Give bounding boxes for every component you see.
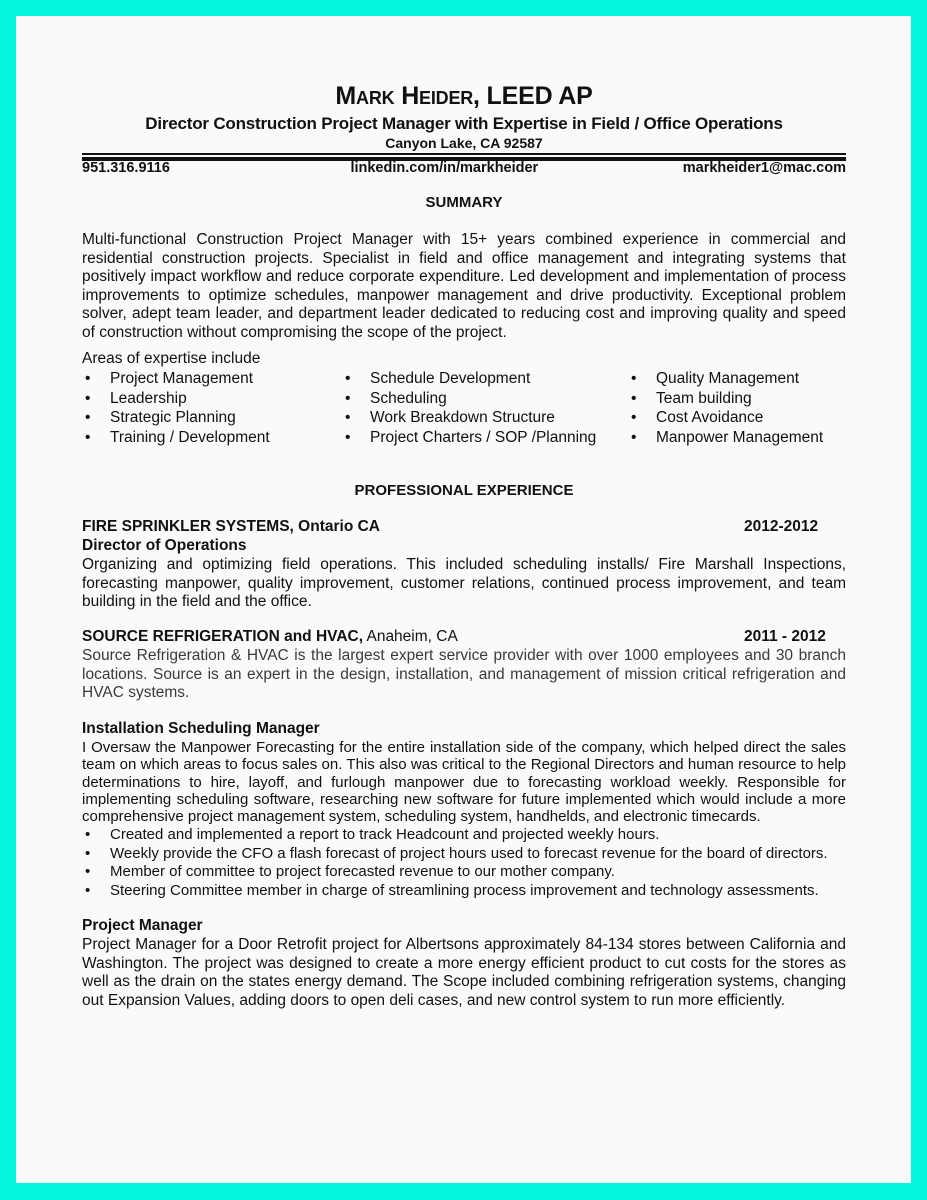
- achievement-item: • Created and implemented a report to track Headcount and projected weekly hours.: [85, 826, 660, 843]
- bullet-icon: •: [85, 844, 91, 862]
- role-description: I Oversaw the Manpower Forecasting for the entire installation side of the company, which helped direct the sales team on which areas to focus sales on. This also was critical to the Regional Directors and human resource to help determinations to hire, layoff, and furlough manpower due to forecasting workload weekly. Responsible for implementing scheduling software, researching new software for future implemented which would include a more comprehensive project management system, scheduling system, handhelds, and electronic timecards.: [82, 739, 846, 826]
- expertise-column-2: [342, 369, 596, 447]
- achievement-item: • Steering Committee member in charge of streamlining process improvement and technology assessments.: [85, 881, 819, 899]
- bullet-icon: •: [345, 370, 351, 387]
- bullet-icon: •: [85, 409, 91, 426]
- expertise-item: • Cost Avoidance: [631, 409, 764, 426]
- expertise-item: • Quality Management: [631, 370, 800, 387]
- resume-page: [16, 16, 911, 1183]
- candidate-headline: Director Construction Project Manager with Expertise in Field / Office Operations: [145, 114, 783, 133]
- header-divider: [82, 153, 846, 160]
- job-company-line: [82, 518, 846, 536]
- expertise-item: • Training / Development: [85, 428, 270, 446]
- bullet-icon: •: [631, 370, 637, 387]
- bullet-icon: •: [85, 370, 91, 387]
- expertise-column-3: [628, 369, 823, 447]
- candidate-location: Canyon Lake, CA 92587: [385, 135, 543, 151]
- company-location: Anaheim, CA: [363, 628, 458, 645]
- job-role-title: Project Manager: [82, 917, 203, 934]
- bullet-icon: •: [85, 389, 91, 407]
- bullet-icon: •: [631, 389, 637, 407]
- bullet-icon: •: [345, 409, 351, 426]
- job-role-title: Installation Scheduling Manager: [82, 720, 320, 737]
- bullet-icon: •: [85, 863, 91, 880]
- contact-row: [82, 160, 846, 176]
- bullet-icon: •: [85, 428, 91, 446]
- company-name: SOURCE REFRIGERATION and HVAC,: [82, 628, 364, 645]
- company-name: FIRE SPRINKLER SYSTEMS,: [82, 518, 294, 535]
- bullet-icon: •: [631, 409, 637, 426]
- divider-thin-line: [82, 153, 846, 155]
- expertise-item: • Leadership: [85, 389, 187, 407]
- expertise-label: Areas of expertise include: [82, 350, 261, 367]
- expertise-item: • Project Charters / SOP /Planning: [345, 428, 597, 446]
- expertise-item: • Work Breakdown Structure: [345, 409, 555, 426]
- job-company-line: [82, 628, 846, 646]
- expertise-item: • Manpower Management: [631, 428, 824, 446]
- role-achievements: [82, 826, 846, 900]
- candidate-name: Mark Heider, LEED AP: [335, 82, 593, 110]
- bullet-icon: •: [85, 881, 91, 899]
- job-role-title: Director of Operations: [82, 537, 247, 554]
- bullet-icon: •: [631, 428, 637, 446]
- bullet-icon: •: [85, 826, 91, 843]
- linkedin-link[interactable]: linkedin.com/in/markheider: [350, 160, 539, 176]
- bullet-icon: •: [345, 389, 351, 407]
- expertise-item: • Scheduling: [345, 389, 447, 407]
- company-description: Source Refrigeration & HVAC is the largest expert service provider with over 1000 employees and 30 branch locations. Source is an expert in the design, installation, and management of mission critical refrigeration and HVAC systems.: [82, 647, 846, 701]
- expertise-item: • Strategic Planning: [85, 409, 236, 426]
- achievement-item: • Member of committee to project forecasted revenue to our mother company.: [85, 863, 615, 880]
- expertise-column-1: [82, 369, 270, 447]
- company-location: Ontario CA: [293, 518, 380, 535]
- email-link[interactable]: markheider1@mac.com: [682, 160, 846, 176]
- job-dates: 2012-2012: [744, 518, 819, 535]
- expertise-item: • Team building: [631, 389, 752, 407]
- summary-paragraph: Multi-functional Construction Project Manager with 15+ years combined experience in commercial and residential construction projects. Specialist in field and office management and integrating systems that positively impact workflow and reduce corporate expenditure. Led development and implementation of process improvements to optimize schedules, manpower management and drive productivity. Exceptional problem solver, adept team leader, and department leader dedicated to reducing cost and improving quality and speed of construction without compromising the scope of the project.: [82, 231, 846, 341]
- expertise-item: • Schedule Development: [345, 370, 531, 387]
- phone-number: 951.316.9116: [82, 160, 170, 176]
- summary-heading: SUMMARY: [425, 194, 503, 211]
- experience-heading: PROFESSIONAL EXPERIENCE: [354, 482, 574, 499]
- job-dates: 2011 - 2012: [744, 628, 826, 645]
- expertise-item: • Project Management: [85, 370, 254, 387]
- bullet-icon: •: [345, 428, 351, 446]
- achievement-item: • Weekly provide the CFO a flash forecast of project hours used to forecast revenue for the board of directors.: [85, 844, 828, 862]
- role-description: Project Manager for a Door Retrofit project for Albertsons approximately 84-134 stores between California and Washington. The project was designed to create a more energy efficient product to cut costs for the stores as well as the drain on the states energy demand. The Scope included combining refrigeration systems, changing out Expansion Values, adding doors to open deli cases, and new control system to run more efficiently.: [82, 936, 846, 1009]
- job-description: Organizing and optimizing field operations. This included scheduling installs/ Fire Marshall Inspections, forecasting manpower, quality improvement, customer relations, continued process improvement, and team building in the field and the office.: [82, 556, 846, 610]
